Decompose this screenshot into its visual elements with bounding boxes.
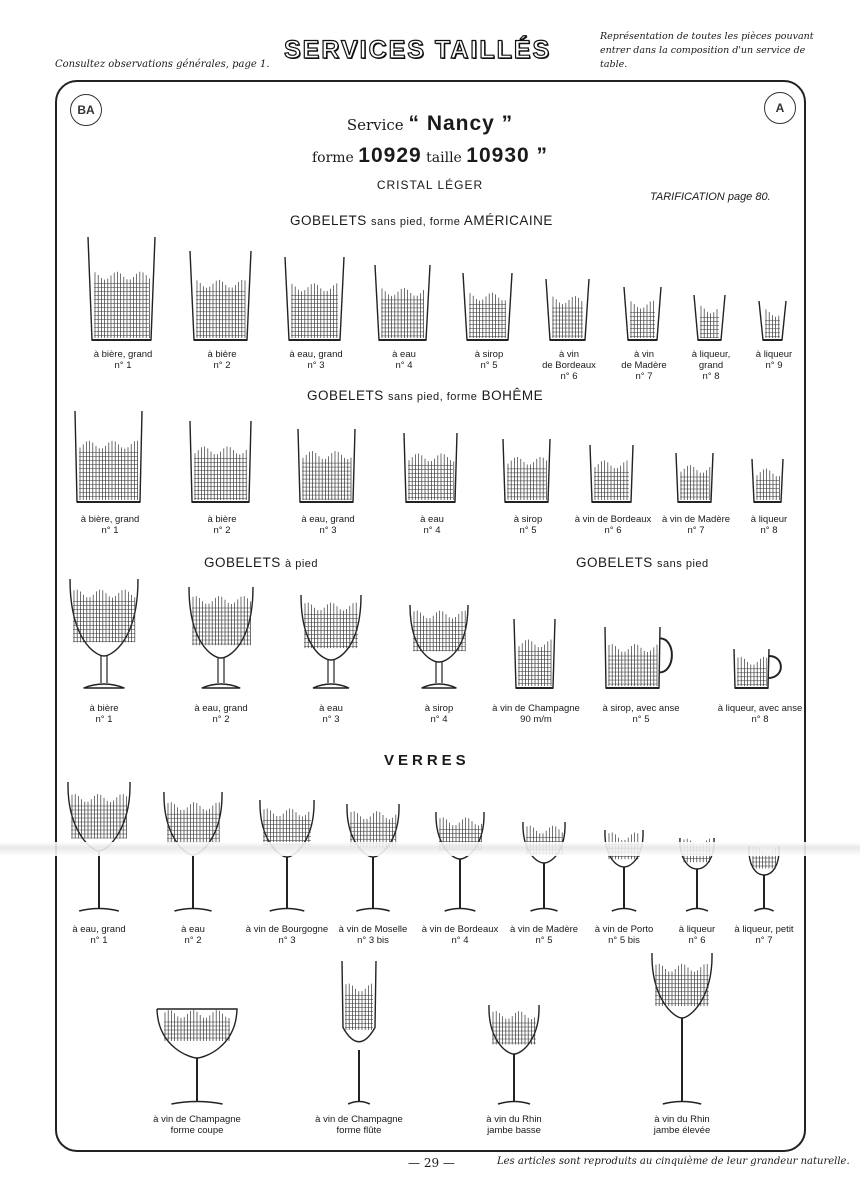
caption-boheme-5 <box>480 514 576 536</box>
section-a-pied-mid: à pied <box>285 558 319 570</box>
caption-verre-9-line1: à liqueur, petit <box>734 924 794 935</box>
service-label: Service <box>346 116 404 134</box>
caption-verre-5-line2: n° 4 <box>451 935 469 946</box>
section-americaine-mid: sans pied, forme <box>371 216 461 228</box>
service-name: Nancy <box>426 112 495 135</box>
caption-americaine-2 <box>174 349 270 371</box>
caption-verre-7-line1: à vin de Porto <box>594 924 654 935</box>
caption-boheme-1-line2: n° 1 <box>101 525 119 536</box>
glass-boheme-1 <box>74 410 146 504</box>
hallmark-seal-left: BA <box>70 94 102 126</box>
caption-special-2-line1: à vin de Champagne <box>315 1114 403 1125</box>
caption-gobelet-6 <box>593 703 689 725</box>
glass-americaine-3 <box>284 256 348 342</box>
caption-verre-8-line2: n° 6 <box>688 935 706 946</box>
caption-americaine-9-line1: à liqueur <box>755 349 793 360</box>
glass-special-2 <box>341 960 377 1106</box>
taille-number: 10930 <box>466 144 530 167</box>
glass-americaine-5 <box>462 272 516 342</box>
caption-gobelet-5 <box>488 703 584 725</box>
forme-label: forme <box>311 150 354 166</box>
section-a-pied-pre: GOBELETS <box>204 555 281 570</box>
caption-verre-6-line1: à vin de Madère <box>509 924 579 935</box>
page-title: SERVICES TAILLÉS <box>284 36 552 64</box>
caption-americaine-8-line2: grand <box>698 360 724 371</box>
caption-boheme-2-line1: à bière <box>207 514 237 525</box>
section-boheme-post: BOHÊME <box>481 388 544 403</box>
tarif-label: TARIFICATION <box>650 191 725 203</box>
glass-special-1 <box>156 1008 238 1106</box>
forme-taille-line: forme 10929 taille 10930 ” <box>311 144 549 167</box>
forme-number: 10929 <box>358 144 422 167</box>
caption-gobelet-7 <box>712 703 808 725</box>
glass-boheme-7 <box>675 452 717 504</box>
glass-americaine-7 <box>623 286 665 342</box>
section-boheme-mid: sans pied, forme <box>388 391 478 403</box>
glass-verre-5 <box>435 811 485 913</box>
material-label: CRISTAL LÉGER <box>376 178 484 192</box>
caption-boheme-7-line2: n° 7 <box>687 525 705 536</box>
caption-gobelet-1-line2: n° 1 <box>95 714 113 725</box>
caption-special-1-line1: à vin de Champagne <box>153 1114 241 1125</box>
caption-americaine-2-line2: n° 2 <box>213 360 231 371</box>
service-heading: Service “ Nancy ” <box>346 112 514 135</box>
taille-label: taille <box>426 150 462 166</box>
caption-verre-3 <box>239 924 335 946</box>
caption-verre-2-line2: n° 2 <box>184 935 202 946</box>
caption-americaine-8-line3: n° 8 <box>702 371 720 382</box>
caption-verre-2 <box>145 924 241 946</box>
caption-americaine-3-line1: à eau, grand <box>289 349 343 360</box>
glass-boheme-3 <box>297 428 359 504</box>
caption-gobelet-5-line1: à vin de Champagne <box>492 703 580 714</box>
caption-americaine-6-line1: à vin <box>558 349 580 360</box>
glass-boheme-8 <box>751 458 787 504</box>
section-sans-pied-pre: GOBELETS <box>576 555 653 570</box>
section-boheme <box>307 388 543 403</box>
caption-verre-3-line1: à vin de Bourgogne <box>245 924 329 935</box>
caption-special-2 <box>311 1114 407 1136</box>
caption-special-3-line2: jambe basse <box>487 1125 541 1136</box>
caption-boheme-4 <box>384 514 480 536</box>
caption-americaine-8-line1: à liqueur, <box>691 349 731 360</box>
caption-verre-4 <box>325 924 421 946</box>
caption-gobelet-6-line1: à sirop, avec anse <box>602 703 680 714</box>
caption-boheme-6 <box>565 514 661 536</box>
section-americaine-pre: GOBELETS <box>290 213 367 228</box>
caption-boheme-3-line1: à eau, grand <box>301 514 355 525</box>
caption-gobelet-2-line1: à eau, grand <box>194 703 248 714</box>
caption-special-4 <box>634 1114 730 1136</box>
glass-americaine-6 <box>545 278 593 342</box>
caption-gobelet-3-line2: n° 3 <box>322 714 340 725</box>
glass-americaine-1 <box>87 236 159 342</box>
section-sans-pied-mid: sans pied <box>657 558 709 570</box>
glass-americaine-4 <box>374 264 434 342</box>
glass-verre-3 <box>259 799 315 913</box>
caption-verre-5-line1: à vin de Bordeaux <box>421 924 499 935</box>
section-verres: VERRES <box>384 752 470 769</box>
glass-special-4 <box>651 952 713 1106</box>
caption-americaine-6-line3: n° 6 <box>560 371 578 382</box>
glass-americaine-8 <box>693 294 729 342</box>
caption-verre-4-line2: n° 3 bis <box>357 935 389 946</box>
representation-note: Représentation de toutes les pièces pouvant entrer dans la composition d'un service de table. <box>600 31 814 70</box>
glass-gobelet-4 <box>409 604 469 690</box>
glass-verre-4 <box>346 803 400 913</box>
section-americaine-post: AMÉRICAINE <box>463 213 553 228</box>
caption-americaine-5-line1: à sirop <box>474 349 504 360</box>
caption-americaine-4-line1: à eau <box>392 349 416 360</box>
caption-boheme-8 <box>721 514 817 536</box>
scale-note: Les articles sont reproduits au cinquième de leur grandeur naturelle. <box>497 1156 850 1167</box>
caption-verre-3-line2: n° 3 <box>278 935 296 946</box>
section-a-pied <box>204 555 318 570</box>
caption-gobelet-6-line2: n° 5 <box>632 714 650 725</box>
glass-gobelet-2 <box>188 586 254 690</box>
caption-americaine-7-line3: n° 7 <box>635 371 653 382</box>
glass-gobelet-7 <box>733 648 787 690</box>
caption-verre-1 <box>51 924 147 946</box>
caption-verre-1-line1: à eau, grand <box>72 924 126 935</box>
caption-gobelet-7-line1: à liqueur, avec anse <box>717 703 803 714</box>
caption-gobelet-2-line2: n° 2 <box>212 714 230 725</box>
caption-verre-7-line2: n° 5 bis <box>608 935 640 946</box>
glass-special-3 <box>488 1004 540 1106</box>
caption-americaine-6-line2: de Bordeaux <box>542 360 596 371</box>
caption-boheme-6-line2: n° 6 <box>604 525 622 536</box>
caption-verre-1-line2: n° 1 <box>90 935 108 946</box>
glass-boheme-6 <box>589 444 637 504</box>
tarification-ref <box>650 191 771 203</box>
caption-boheme-3 <box>280 514 376 536</box>
caption-special-1 <box>149 1114 245 1136</box>
caption-boheme-5-line1: à sirop <box>513 514 543 525</box>
caption-special-3-line1: à vin du Rhin <box>486 1114 542 1125</box>
caption-gobelet-2 <box>173 703 269 725</box>
caption-verre-9-line2: n° 7 <box>755 935 773 946</box>
glass-gobelet-3 <box>300 594 362 690</box>
caption-special-1-line2: forme coupe <box>170 1125 224 1136</box>
caption-boheme-1-line1: à bière, grand <box>80 514 140 525</box>
caption-special-3 <box>466 1114 562 1136</box>
glass-americaine-9 <box>758 300 790 342</box>
section-boheme-pre: GOBELETS <box>307 388 384 403</box>
caption-americaine-1-line1: à bière, grand <box>93 349 153 360</box>
caption-boheme-4-line1: à eau <box>420 514 444 525</box>
caption-verre-4-line1: à vin de Moselle <box>338 924 408 935</box>
section-sans-pied <box>576 555 709 570</box>
caption-americaine-9 <box>726 349 822 371</box>
caption-americaine-1 <box>75 349 171 371</box>
section-americaine <box>290 213 553 228</box>
caption-americaine-4 <box>356 349 452 371</box>
glass-gobelet-1 <box>69 578 139 690</box>
caption-gobelet-4-line1: à sirop <box>424 703 454 714</box>
caption-americaine-7-line2: de Madère <box>621 360 667 371</box>
caption-americaine-1-line2: n° 1 <box>114 360 132 371</box>
caption-gobelet-1 <box>56 703 152 725</box>
glass-boheme-2 <box>189 420 255 504</box>
caption-special-4-line1: à vin du Rhin <box>654 1114 710 1125</box>
caption-boheme-8-line1: à liqueur <box>750 514 788 525</box>
caption-gobelet-5-line2: 90 m/m <box>520 714 552 725</box>
caption-verre-6-line2: n° 5 <box>535 935 553 946</box>
caption-gobelet-4-line2: n° 4 <box>430 714 448 725</box>
page-number: — 29 — <box>408 1156 455 1170</box>
hallmark-seal-right: A <box>764 92 796 124</box>
caption-boheme-2 <box>174 514 270 536</box>
caption-boheme-8-line2: n° 8 <box>760 525 778 536</box>
caption-boheme-7-line1: à vin de Madère <box>661 514 731 525</box>
caption-americaine-2-line1: à bière <box>207 349 237 360</box>
caption-boheme-6-line1: à vin de Bordeaux <box>574 514 652 525</box>
caption-gobelet-7-line2: n° 8 <box>751 714 769 725</box>
glass-verre-6 <box>522 821 566 913</box>
caption-verre-8-line1: à liqueur <box>678 924 716 935</box>
caption-gobelet-4 <box>391 703 487 725</box>
glass-boheme-5 <box>502 438 554 504</box>
caption-verre-9 <box>716 924 812 946</box>
caption-gobelet-3-line1: à eau <box>319 703 343 714</box>
caption-boheme-1 <box>62 514 158 536</box>
observations-note: Consultez observations générales, page 1. <box>55 59 270 70</box>
glass-gobelet-6 <box>604 626 678 690</box>
caption-special-4-line2: jambe élevée <box>653 1125 711 1136</box>
glass-boheme-4 <box>403 432 461 504</box>
caption-americaine-5-line2: n° 5 <box>480 360 498 371</box>
caption-boheme-4-line2: n° 4 <box>423 525 441 536</box>
tarif-page: page 80. <box>727 191 771 203</box>
caption-special-2-line2: forme flûte <box>336 1125 382 1136</box>
caption-americaine-9-line2: n° 9 <box>765 360 783 371</box>
caption-boheme-2-line2: n° 2 <box>213 525 231 536</box>
glass-gobelet-5 <box>513 618 559 690</box>
caption-americaine-3-line2: n° 3 <box>307 360 325 371</box>
caption-americaine-7-line1: à vin <box>633 349 655 360</box>
caption-boheme-5-line2: n° 5 <box>519 525 537 536</box>
caption-americaine-4-line2: n° 4 <box>395 360 413 371</box>
caption-gobelet-1-line1: à bière <box>89 703 119 714</box>
caption-boheme-3-line2: n° 3 <box>319 525 337 536</box>
scan-artifact <box>0 842 860 856</box>
caption-gobelet-3 <box>283 703 379 725</box>
caption-americaine-3 <box>268 349 364 371</box>
caption-verre-5 <box>412 924 508 946</box>
caption-verre-2-line1: à eau <box>181 924 205 935</box>
glass-americaine-2 <box>189 250 255 342</box>
